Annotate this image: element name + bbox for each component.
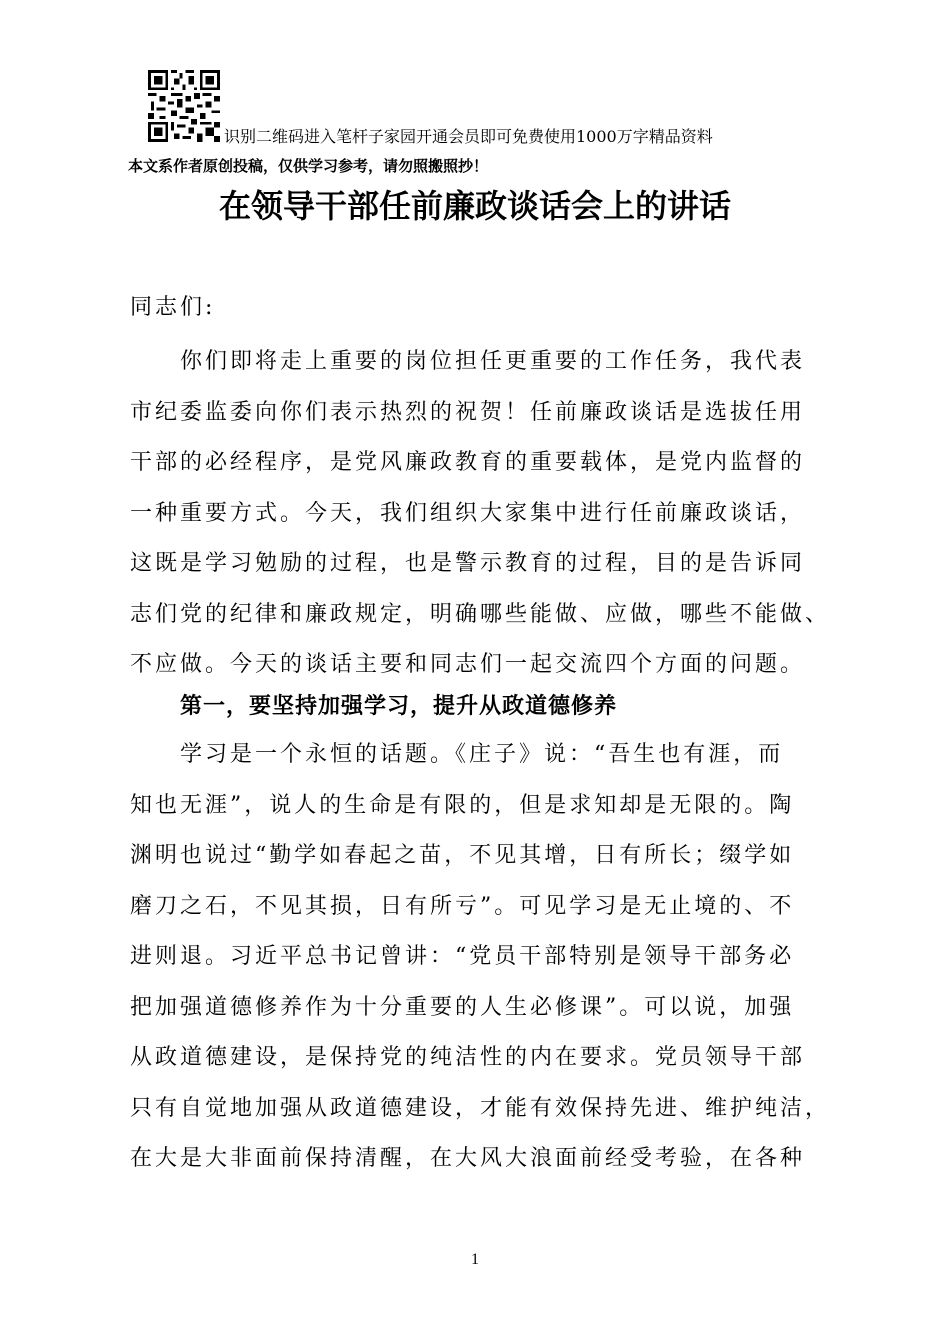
paragraph-2 [130, 730, 830, 1185]
qr-code-icon[interactable] [148, 70, 220, 142]
paragraph-line: 一种重要方式。今天，我们组织大家集中进行任前廉政谈话， [130, 500, 806, 526]
paragraph-line: 磨刀之石，不见其损，日有所亏”。可见学习是无止境的、不 [130, 893, 795, 919]
page-number: 1 [471, 1251, 479, 1268]
paragraph-1 [130, 337, 830, 691]
paragraph-line: 知也无涯”，说人的生命是有限的，但是求知却是无限的。陶 [130, 792, 795, 818]
paragraph-line: 把加强道德修养作为十分重要的人生必修课”。可以说，加强 [130, 994, 795, 1020]
section-heading-1 [130, 687, 830, 727]
document-title: 在领导干部任前廉政谈话会上的讲话 [218, 187, 731, 225]
qr-caption: 识别二维码进入笔杆子家园开通会员即可免费使用1000万字精品资料 [224, 127, 713, 146]
paragraph-line: 市纪委监委向你们表示热烈的祝贺！任前廉政谈话是选拔任用 [130, 399, 806, 425]
paragraph-line: 进则退。习近平总书记曾讲：“党员干部特别是领导干部务必 [130, 944, 795, 969]
copyright-notice: 本文系作者原创投稿，仅供学习参考，请勿照搬照抄！ [128, 157, 489, 175]
paragraph-line: 这既是学习勉励的过程，也是警示教育的过程，目的是告诉同 [130, 551, 806, 576]
paragraph-line: 只有自觉地加强从政道德建设，才能有效保持先进、维护纯洁， [130, 1095, 831, 1121]
section-heading-text: 第一，要坚持加强学习，提升从政道德修养 [180, 694, 618, 719]
greeting: 同志们: [130, 295, 216, 320]
paragraph-line: 从政道德建设，是保持党的纯洁性的内在要求。党员领导干部 [130, 1045, 806, 1070]
paragraph-line: 渊明也说过“勤学如春起之苗，不见其增，日有所长；缀学如 [130, 843, 795, 868]
paragraph-line: 你们即将走上重要的岗位担任更重要的工作任务，我代表 [180, 349, 806, 374]
paragraph-line: 学习是一个永恒的话题。《庄子》说：“吾生也有涯，而 [180, 742, 784, 767]
paragraph-line: 志们党的纪律和廉政规定，明确哪些能做、应做，哪些不能做、 [130, 601, 831, 627]
paragraph-line: 干部的必经程序，是党风廉政教育的重要载体，是党内监督的 [130, 450, 806, 475]
paragraph-line: 在大是大非面前保持清醒，在大风大浪面前经受考验，在各种 [130, 1146, 806, 1171]
paragraph-line: 不应做。今天的谈话主要和同志们一起交流四个方面的问题。 [130, 652, 806, 677]
